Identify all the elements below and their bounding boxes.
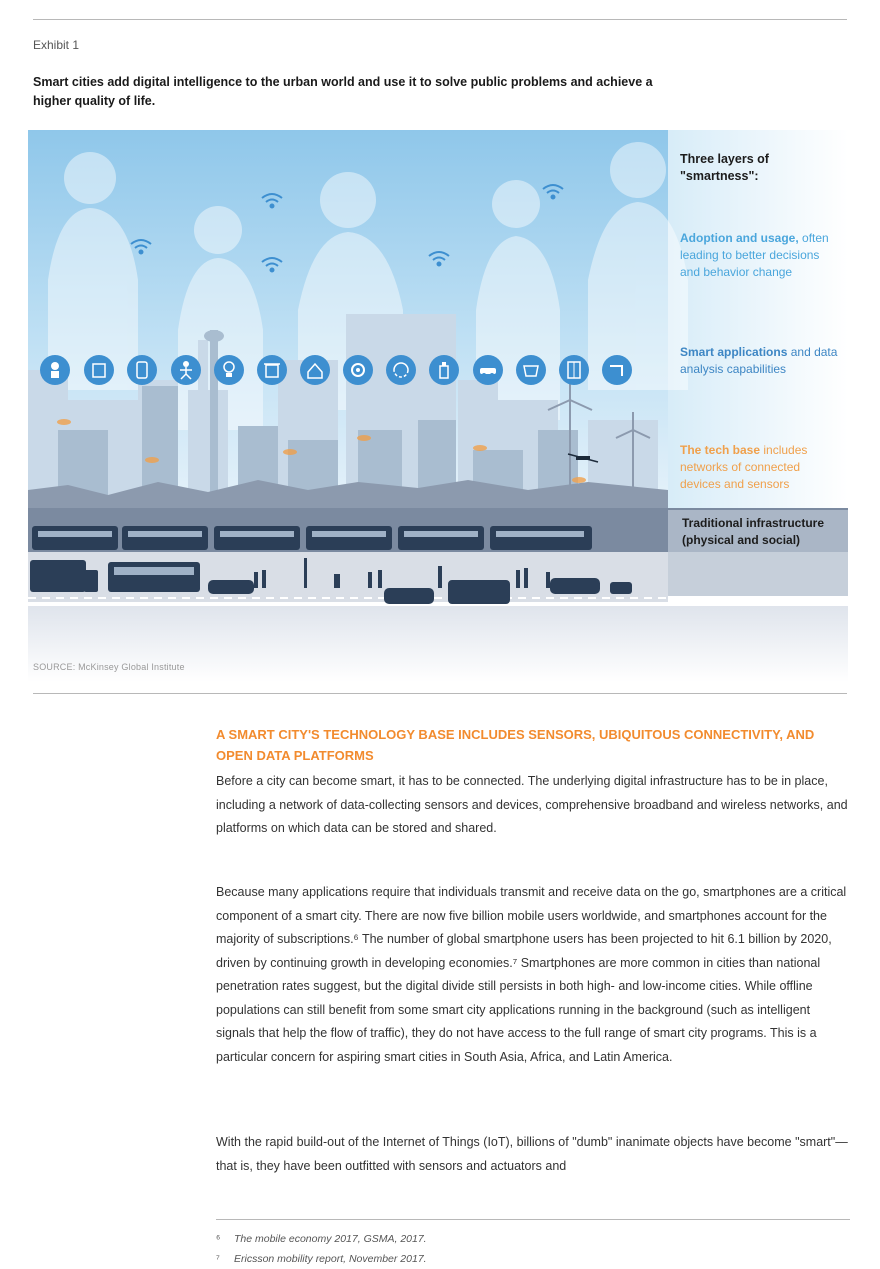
smart-city-illustration (28, 130, 848, 682)
source-note: SOURCE: McKinsey Global Institute (33, 662, 185, 672)
layer-infra-bold: Traditional infrastructure (682, 516, 825, 530)
layer-tech (680, 442, 840, 493)
layer-adoption-rest: often leading to better decisions and behavior change (680, 231, 829, 279)
bottle-icon (429, 355, 459, 385)
car-icon (473, 355, 503, 385)
exhibit-title: Smart cities add digital intelligence to the urban world and use it to solve public problems and achieve a higher quality of life. (33, 75, 653, 108)
footnote-text: The mobile economy 2017, GSMA, 2017. (234, 1233, 427, 1245)
footnote-item (216, 1229, 836, 1249)
layer-apps-bold: Smart applications (680, 345, 788, 359)
layers-heading: Three layers of "smartness": (680, 152, 769, 183)
pipe-icon (602, 355, 632, 385)
layer-apps (680, 344, 840, 378)
phone-icon (127, 355, 157, 385)
recycle-icon (386, 355, 416, 385)
paragraph-1: Before a city can become smart, it has to be connected. The underlying digital infrastructure has to be in place, including a network of data-collecting sensors and devices, comprehensive broadband and wireless networks, and platforms on which data can be stored and shared. (216, 774, 848, 835)
top-rule (33, 19, 847, 20)
footnote-mark: ⁶ (216, 1233, 221, 1245)
layer-tech-bold: The tech base (680, 443, 761, 457)
shopping-icon (516, 355, 546, 385)
walker-icon (171, 355, 201, 385)
section-heading: A SMART CITY'S TECHNOLOGY BASE INCLUDES SENSORS, UBIQUITOUS CONNECTIVITY, AND OPEN DATA PLATFORMS (216, 727, 815, 763)
train (32, 526, 592, 550)
layer-infra (682, 515, 842, 549)
bus-windows (114, 567, 194, 575)
layer-apps-rest: and data analysis capabilities (680, 345, 838, 376)
trash-icon (84, 355, 114, 385)
footnotes (216, 1229, 836, 1269)
exhibit-label: Exhibit 1 (33, 38, 80, 52)
lightbulb-icon (214, 355, 244, 385)
layer-infra-rest: (physical and social) (682, 533, 801, 547)
person-icon (40, 355, 70, 385)
footnote-item (216, 1249, 836, 1269)
building-icon (559, 355, 589, 385)
footnote-mark: ⁷ (216, 1253, 220, 1265)
paragraph-2: Because many applications require that individuals transmit and receive data on the go, smartphones are a critical component of a smart city. There are now five billion mobile users worldwide, and smartphones account for the majority of subscriptions.⁶ The number of global smartphone users has been projected to hit 6.1 billion by 2020, driven by continuing growth in developing economies.⁷ Smartphones are more common in cities than national penetration rates suggest, but the digital divide still persists in both high- and low-income cities. While offline populations can still benefit from some smart city applications running in the background (such as intelligent signals that help the flow of traffic), they do not have access to the full range of smart city programs. This is a particular concern for aspiring smart cities in South Asia, Africa, and Latin America. (216, 885, 847, 1064)
footnote-rule (216, 1219, 850, 1220)
layer-tech-rest: includes networks of connected devices and sensors (680, 443, 808, 491)
paragraph-3: With the rapid build-out of the Internet of Things (IoT), billions of "dumb" inanimate objects have become "smart"—that is, they have been outfitted with sensors and actuators and (216, 1135, 848, 1173)
footnote-text: Ericsson mobility report, November 2017. (234, 1253, 427, 1265)
gear-icon (343, 355, 373, 385)
layer-adoption-bold: Adoption and usage, (680, 231, 799, 245)
layer-adoption (680, 230, 840, 281)
trash-can-icon (257, 355, 287, 385)
middle-rule (33, 693, 847, 694)
house-icon (300, 355, 330, 385)
